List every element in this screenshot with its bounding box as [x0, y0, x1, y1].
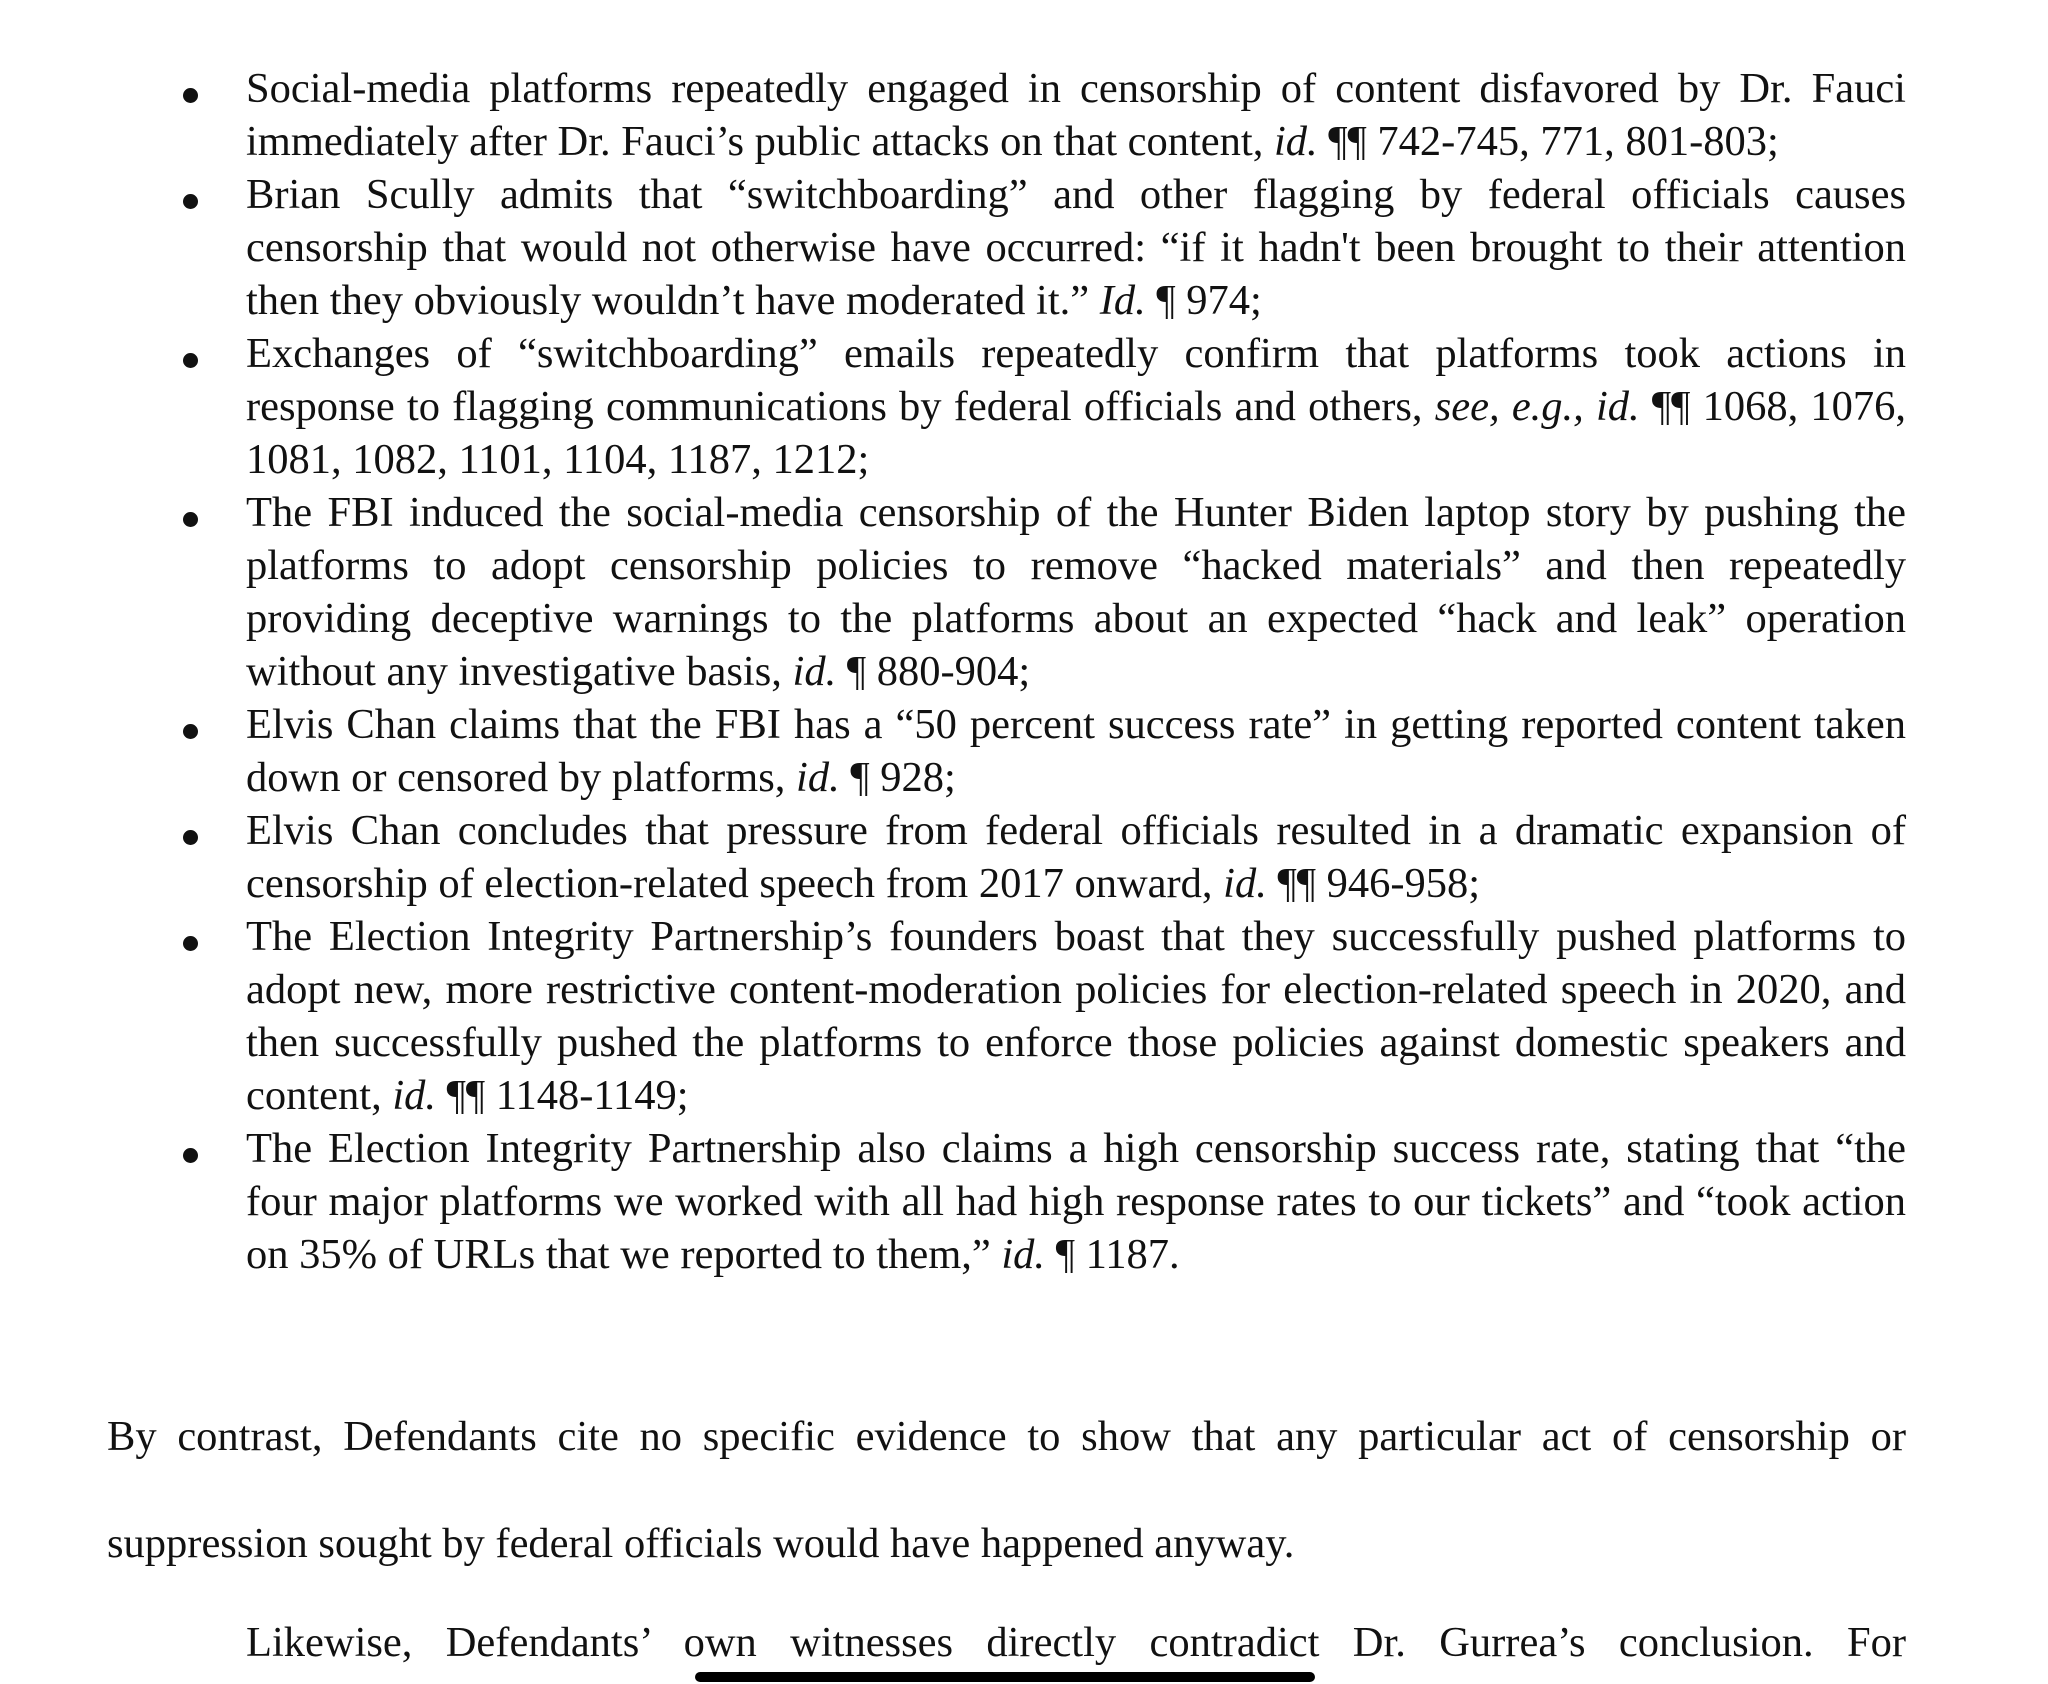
- bullet-item-5: [0, 698, 1906, 804]
- bullet-text: Brian Scully admits that “switchboarding” and other flagging by federal officials causes censorship that would not otherwise have occurred: “if it hadn't been brought to their attention then they obviously wouldn’t have moderated it.”: [246, 171, 1906, 324]
- home-indicator-bar[interactable]: [695, 1672, 1315, 1682]
- citation-italic: id.: [1273, 118, 1318, 165]
- citation-ref: ¶¶ 1068, 1076, 1081, 1082, 1101, 1104, 1187, 1212;: [246, 383, 1906, 483]
- bullet-item-3: [0, 327, 1906, 486]
- citation-ref: ¶ 1187.: [1045, 1231, 1180, 1278]
- bullet-text: Elvis Chan claims that the FBI has a “50 percent success rate” in getting reported content taken down or censored by platforms,: [246, 701, 1906, 801]
- bullet-item-7: [0, 910, 1906, 1122]
- bullet-text: Elvis Chan concludes that pressure from federal officials resulted in a dramatic expansion of censorship of election-related speech from 2017 onward,: [246, 807, 1906, 907]
- contrast-paragraph: [107, 1410, 1906, 1624]
- bullet-item-4: [0, 486, 1906, 698]
- citation-italic: id.: [1223, 860, 1267, 907]
- paragraph-line-2: suppression sought by federal officials would have happened anyway.: [107, 1520, 1295, 1567]
- citation-italic: id.: [1001, 1231, 1046, 1278]
- bullet-text: The Election Integrity Partnership also claims a high censorship success rate, stating that “the four major platforms we worked with all had high response rates to our tickets” and “took action on 35% of URLs that we reported to them,”: [246, 1125, 1906, 1278]
- bullet-dot-icon: [183, 1148, 198, 1163]
- bullet-item-1: [0, 62, 1906, 168]
- bullet-dot-icon: [183, 353, 198, 368]
- citation-ref: ¶¶ 742-745, 771, 801-803;: [1317, 118, 1779, 165]
- bullet-item-6: [0, 804, 1906, 910]
- citation-italic: see, e.g., id.: [1434, 383, 1640, 430]
- likewise-paragraph: Likewise, Defendants’ own witnesses directly contradict Dr. Gurrea’s conclusion. For: [246, 1619, 1906, 1666]
- citation-italic: id.: [796, 754, 840, 801]
- bullet-text: The Election Integrity Partnership’s founders boast that they successfully pushed platforms to adopt new, more restrictive content-moderation policies for election-related speech in 2020, and then successfully pushed the platforms to enforce those policies against domestic speakers and content,: [246, 913, 1906, 1119]
- bullet-item-2: [0, 168, 1906, 327]
- bullet-item-8: [0, 1122, 1906, 1281]
- bullet-dot-icon: [183, 194, 198, 209]
- bullet-text: The FBI induced the social-media censorship of the Hunter Biden laptop story by pushing the platforms to adopt censorship policies to remove “hacked materials” and then repeatedly providing deceptive warnings to the platforms about an expected “hack and leak” operation without any investigative basis,: [246, 489, 1906, 695]
- paragraph-line-1: By contrast, Defendants cite no specific evidence to show that any particular act of censorship or: [107, 1413, 1906, 1460]
- bullet-dot-icon: [183, 936, 198, 951]
- bullet-text: Exchanges of “switchboarding” emails repeatedly confirm that platforms took actions in response to flagging communications by federal officials and others,: [246, 330, 1906, 430]
- citation-italic: Id.: [1099, 277, 1146, 324]
- citation-ref: ¶ 880-904;: [836, 648, 1031, 695]
- bullet-dot-icon: [183, 88, 198, 103]
- bullet-dot-icon: [183, 830, 198, 845]
- bullet-dot-icon: [183, 512, 198, 527]
- citation-ref: ¶ 974;: [1145, 277, 1262, 324]
- citation-ref: ¶¶ 1148-1149;: [436, 1072, 689, 1119]
- citation-ref: ¶ 928;: [839, 754, 956, 801]
- evidence-bullet-list: [0, 62, 2048, 1281]
- citation-italic: id.: [392, 1072, 437, 1119]
- bullet-dot-icon: [183, 724, 198, 739]
- citation-italic: id.: [792, 648, 837, 695]
- citation-ref: ¶¶ 946-958;: [1266, 860, 1481, 907]
- bullet-text: Social-media platforms repeatedly engaged in censorship of content disfavored by Dr. Fauci immediately after Dr. Fauci’s public attacks on that content,: [246, 65, 1906, 165]
